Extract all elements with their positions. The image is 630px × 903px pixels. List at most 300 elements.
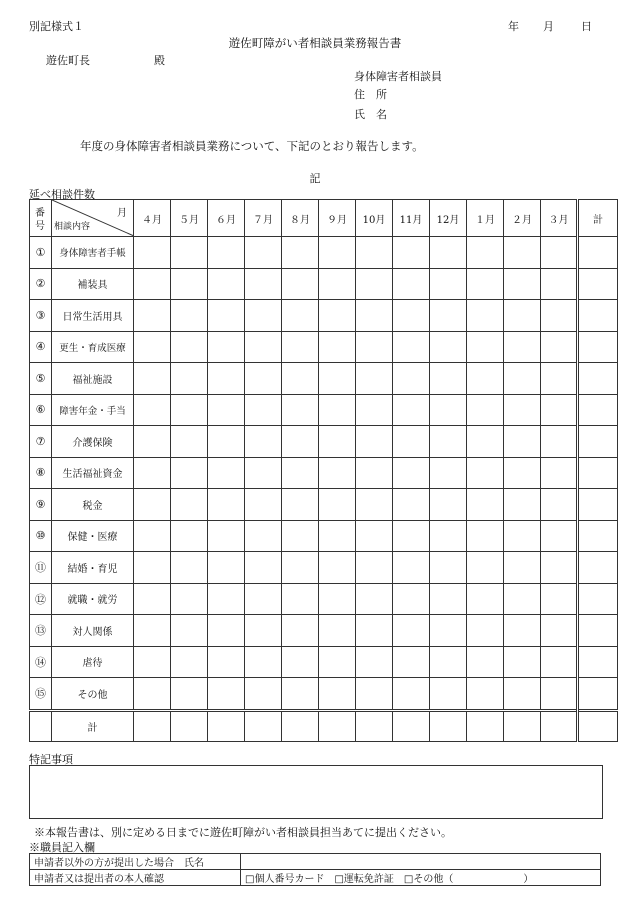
row-sum-cell[interactable]: [578, 457, 618, 489]
count-cell[interactable]: [208, 426, 245, 458]
count-cell[interactable]: [541, 268, 578, 300]
count-cell[interactable]: [356, 678, 393, 711]
table-row: [30, 363, 618, 395]
row-category: 障害年金・手当: [52, 394, 134, 426]
count-cell[interactable]: [208, 489, 245, 521]
number-header: [30, 200, 52, 237]
count-cell[interactable]: [208, 363, 245, 395]
row-sum-cell[interactable]: [578, 331, 618, 363]
count-cell[interactable]: [134, 489, 171, 521]
count-cell[interactable]: [430, 552, 467, 584]
total-cell[interactable]: [134, 710, 171, 741]
reporter-name-label: 氏 名: [354, 108, 387, 121]
count-cell[interactable]: [467, 268, 504, 300]
count-cell[interactable]: [467, 457, 504, 489]
count-cell[interactable]: [393, 583, 430, 615]
count-cell[interactable]: [393, 331, 430, 363]
total-cell[interactable]: [319, 710, 356, 741]
count-cell[interactable]: [430, 394, 467, 426]
count-cell[interactable]: [393, 394, 430, 426]
count-cell[interactable]: [393, 552, 430, 584]
count-cell[interactable]: [171, 237, 208, 269]
count-cell[interactable]: [134, 552, 171, 584]
total-cell[interactable]: [467, 710, 504, 741]
count-cell[interactable]: [356, 489, 393, 521]
count-cell[interactable]: [504, 394, 541, 426]
count-cell[interactable]: [282, 363, 319, 395]
count-cell[interactable]: [282, 300, 319, 332]
count-cell[interactable]: [282, 552, 319, 584]
count-cell[interactable]: [134, 646, 171, 678]
count-cell[interactable]: [134, 300, 171, 332]
total-cell[interactable]: [208, 710, 245, 741]
count-cell[interactable]: [171, 552, 208, 584]
submit-note: ※本報告書は、別に定める日までに遊佐町障がい者相談員担当あてに提出ください。: [34, 826, 452, 839]
count-cell[interactable]: [541, 489, 578, 521]
total-cell[interactable]: [393, 710, 430, 741]
table-row: [30, 489, 618, 521]
count-cell[interactable]: [504, 615, 541, 647]
count-cell[interactable]: [467, 426, 504, 458]
count-cell[interactable]: [245, 426, 282, 458]
row-number: ⑦: [30, 426, 52, 458]
month-header: ５月: [171, 200, 208, 237]
count-cell[interactable]: [319, 237, 356, 269]
total-cell[interactable]: [356, 710, 393, 741]
count-cell[interactable]: [245, 678, 282, 711]
count-cell[interactable]: [171, 646, 208, 678]
count-cell[interactable]: [393, 237, 430, 269]
table-row: [30, 552, 618, 584]
count-cell[interactable]: [356, 268, 393, 300]
row-number: ⑧: [30, 457, 52, 489]
count-cell[interactable]: [356, 331, 393, 363]
row-sum-cell[interactable]: [578, 489, 618, 521]
month-header: 11月: [393, 200, 430, 237]
count-cell[interactable]: [541, 678, 578, 711]
table-row: [30, 457, 618, 489]
row-sum-cell[interactable]: [578, 237, 618, 269]
count-cell[interactable]: [430, 237, 467, 269]
count-cell[interactable]: [393, 678, 430, 711]
count-cell[interactable]: [319, 489, 356, 521]
table-row: [30, 615, 618, 647]
count-cell[interactable]: [282, 520, 319, 552]
count-cell[interactable]: [208, 331, 245, 363]
count-cell[interactable]: [541, 583, 578, 615]
count-cell[interactable]: [245, 646, 282, 678]
count-cell[interactable]: [430, 268, 467, 300]
count-cell[interactable]: [541, 552, 578, 584]
count-cell[interactable]: [504, 331, 541, 363]
month-header: ２月: [504, 200, 541, 237]
count-cell[interactable]: [208, 237, 245, 269]
row-number: ②: [30, 268, 52, 300]
count-cell[interactable]: [319, 394, 356, 426]
count-cell[interactable]: [541, 615, 578, 647]
count-cell[interactable]: [319, 552, 356, 584]
document-title: 遊佐町障がい者相談員業務報告書: [228, 36, 402, 50]
table-row: [30, 426, 618, 458]
row-number: ③: [30, 300, 52, 332]
count-cell[interactable]: [245, 489, 282, 521]
count-cell[interactable]: [319, 678, 356, 711]
count-cell[interactable]: [356, 237, 393, 269]
count-cell[interactable]: [245, 520, 282, 552]
count-cell[interactable]: [467, 300, 504, 332]
remarks-label: 特記事項: [29, 753, 73, 766]
month-header: 10月: [356, 200, 393, 237]
month-header: ７月: [245, 200, 282, 237]
row-sum-cell[interactable]: [578, 268, 618, 300]
count-cell[interactable]: [245, 331, 282, 363]
row-number: ⑩: [30, 520, 52, 552]
month-header: ９月: [319, 200, 356, 237]
table-row: [30, 520, 618, 552]
count-cell[interactable]: [171, 457, 208, 489]
row-sum-cell[interactable]: [578, 615, 618, 647]
row-number: ⑤: [30, 363, 52, 395]
row-category: 更生・育成医療: [52, 331, 134, 363]
table-row: [30, 237, 618, 269]
count-cell[interactable]: [319, 646, 356, 678]
count-cell[interactable]: [171, 426, 208, 458]
count-cell[interactable]: [541, 237, 578, 269]
count-cell[interactable]: [541, 331, 578, 363]
diagonal-header: [52, 200, 134, 237]
count-cell[interactable]: [430, 646, 467, 678]
count-cell[interactable]: [430, 300, 467, 332]
staff-section-label: ※職員記入欄: [29, 841, 95, 854]
row-category: 介護保険: [52, 426, 134, 458]
count-cell[interactable]: [467, 331, 504, 363]
count-cell[interactable]: [393, 457, 430, 489]
count-cell[interactable]: [282, 583, 319, 615]
count-cell[interactable]: [356, 426, 393, 458]
count-cell[interactable]: [467, 394, 504, 426]
count-cell[interactable]: [356, 552, 393, 584]
count-cell[interactable]: [504, 552, 541, 584]
month-axis-label: 月: [117, 208, 127, 219]
total-row-number: [30, 710, 52, 741]
count-cell[interactable]: [245, 583, 282, 615]
row-number: ⑪: [30, 552, 52, 584]
body-text: 年度の身体障害者相談員業務について、下記のとおり報告します。: [80, 139, 424, 153]
count-cell[interactable]: [282, 426, 319, 458]
count-cell[interactable]: [319, 426, 356, 458]
count-cell[interactable]: [134, 363, 171, 395]
count-cell[interactable]: [208, 583, 245, 615]
count-cell[interactable]: [171, 331, 208, 363]
count-cell[interactable]: [430, 520, 467, 552]
count-cell[interactable]: [430, 489, 467, 521]
row-category: 生活福祉資金: [52, 457, 134, 489]
reporter-address-label: 住 所: [354, 88, 387, 101]
count-cell[interactable]: [245, 237, 282, 269]
count-cell[interactable]: [134, 615, 171, 647]
staff-row-label: 申請者又は提出者の本人確認: [30, 870, 241, 886]
count-cell[interactable]: [430, 426, 467, 458]
count-cell[interactable]: [208, 300, 245, 332]
count-cell[interactable]: [504, 489, 541, 521]
table-row: [30, 678, 618, 711]
month-header: ４月: [134, 200, 171, 237]
count-cell[interactable]: [393, 615, 430, 647]
count-cell[interactable]: [245, 552, 282, 584]
count-cell[interactable]: [245, 394, 282, 426]
number-header-top: 番: [35, 208, 45, 219]
grand-total-cell[interactable]: [578, 710, 618, 741]
count-cell[interactable]: [467, 552, 504, 584]
total-cell[interactable]: [282, 710, 319, 741]
table-header-row: [30, 200, 618, 237]
count-cell[interactable]: [541, 394, 578, 426]
row-sum-cell[interactable]: [578, 552, 618, 584]
row-sum-cell[interactable]: [578, 678, 618, 711]
count-cell[interactable]: [171, 678, 208, 711]
row-sum-cell[interactable]: [578, 520, 618, 552]
row-category: 対人関係: [52, 615, 134, 647]
count-cell[interactable]: [282, 394, 319, 426]
count-cell[interactable]: [134, 237, 171, 269]
ki-label: 記: [309, 172, 321, 185]
count-cell[interactable]: [467, 363, 504, 395]
month-header: 12月: [430, 200, 467, 237]
total-label: 計: [52, 710, 134, 741]
count-cell[interactable]: [134, 268, 171, 300]
row-sum-cell[interactable]: [578, 583, 618, 615]
count-cell[interactable]: [319, 331, 356, 363]
count-cell[interactable]: [504, 237, 541, 269]
count-cell[interactable]: [319, 300, 356, 332]
count-cell[interactable]: [134, 426, 171, 458]
count-cell[interactable]: [282, 615, 319, 647]
staff-row: [30, 870, 601, 886]
count-cell[interactable]: [245, 457, 282, 489]
count-cell[interactable]: [319, 268, 356, 300]
count-cell[interactable]: [134, 678, 171, 711]
count-cell[interactable]: [171, 363, 208, 395]
count-cell[interactable]: [245, 268, 282, 300]
count-cell[interactable]: [134, 394, 171, 426]
row-category: 補装具: [52, 268, 134, 300]
month-header: １月: [467, 200, 504, 237]
count-cell[interactable]: [282, 457, 319, 489]
table-row: [30, 646, 618, 678]
row-sum-cell[interactable]: [578, 394, 618, 426]
count-cell[interactable]: [541, 520, 578, 552]
row-category: 就職・就労: [52, 583, 134, 615]
row-category: 結婚・育児: [52, 552, 134, 584]
count-cell[interactable]: [467, 583, 504, 615]
row-number: ⑨: [30, 489, 52, 521]
date-day-label: 日: [581, 20, 592, 33]
row-category: 福祉施設: [52, 363, 134, 395]
count-cell[interactable]: [319, 583, 356, 615]
count-cell[interactable]: [504, 646, 541, 678]
count-cell[interactable]: [134, 583, 171, 615]
count-cell[interactable]: [430, 331, 467, 363]
count-cell[interactable]: [171, 394, 208, 426]
count-cell[interactable]: [208, 552, 245, 584]
count-cell[interactable]: [356, 520, 393, 552]
row-sum-cell[interactable]: [578, 646, 618, 678]
consultation-count-table: [29, 199, 618, 742]
row-number: ⑭: [30, 646, 52, 678]
count-cell[interactable]: [171, 615, 208, 647]
count-cell[interactable]: [319, 363, 356, 395]
total-cell[interactable]: [245, 710, 282, 741]
count-cell[interactable]: [393, 520, 430, 552]
row-category: 保健・医療: [52, 520, 134, 552]
count-cell[interactable]: [282, 331, 319, 363]
count-cell[interactable]: [134, 457, 171, 489]
addressee: 遊佐町長: [46, 54, 90, 67]
count-cell[interactable]: [245, 363, 282, 395]
count-cell[interactable]: [245, 615, 282, 647]
total-cell[interactable]: [430, 710, 467, 741]
row-category: その他: [52, 678, 134, 711]
row-category: 虐待: [52, 646, 134, 678]
row-category: 身体障害者手帳: [52, 237, 134, 269]
count-cell[interactable]: [208, 457, 245, 489]
count-table-caption: 延べ相談件数: [29, 188, 95, 201]
table-row: [30, 583, 618, 615]
count-cell[interactable]: [171, 489, 208, 521]
count-cell[interactable]: [393, 363, 430, 395]
count-cell[interactable]: [171, 300, 208, 332]
date-year-label: 年: [508, 20, 519, 33]
month-header: ６月: [208, 200, 245, 237]
count-cell[interactable]: [356, 615, 393, 647]
count-cell[interactable]: [171, 268, 208, 300]
count-cell[interactable]: [319, 615, 356, 647]
count-cell[interactable]: [430, 678, 467, 711]
count-cell[interactable]: [208, 678, 245, 711]
count-cell[interactable]: [208, 646, 245, 678]
count-cell[interactable]: [282, 678, 319, 711]
count-cell[interactable]: [208, 268, 245, 300]
count-cell[interactable]: [541, 426, 578, 458]
number-header-bottom: 号: [35, 221, 45, 232]
row-category: 日常生活用具: [52, 300, 134, 332]
count-cell[interactable]: [319, 520, 356, 552]
count-cell[interactable]: [504, 268, 541, 300]
count-cell[interactable]: [467, 489, 504, 521]
count-cell[interactable]: [467, 678, 504, 711]
count-cell[interactable]: [504, 520, 541, 552]
count-cell[interactable]: [319, 457, 356, 489]
content-axis-label: 相談内容: [54, 222, 91, 232]
row-number: ⑥: [30, 394, 52, 426]
count-cell[interactable]: [171, 520, 208, 552]
count-cell[interactable]: [282, 268, 319, 300]
table-row: [30, 268, 618, 300]
count-cell[interactable]: [541, 646, 578, 678]
count-cell[interactable]: [504, 426, 541, 458]
count-cell[interactable]: [504, 457, 541, 489]
count-cell[interactable]: [504, 583, 541, 615]
total-cell[interactable]: [541, 710, 578, 741]
count-cell[interactable]: [504, 363, 541, 395]
count-cell[interactable]: [504, 300, 541, 332]
row-number: ⑫: [30, 583, 52, 615]
count-cell[interactable]: [467, 520, 504, 552]
reporter-title: 身体障害者相談員: [354, 70, 442, 83]
count-cell[interactable]: [208, 615, 245, 647]
total-cell[interactable]: [504, 710, 541, 741]
count-cell[interactable]: [393, 489, 430, 521]
table-row: [30, 331, 618, 363]
staff-row-value[interactable]: [241, 854, 601, 870]
count-cell[interactable]: [430, 363, 467, 395]
form-label: 別記様式１: [29, 20, 84, 33]
count-cell[interactable]: [282, 646, 319, 678]
count-cell[interactable]: [393, 300, 430, 332]
count-cell[interactable]: [208, 394, 245, 426]
count-cell[interactable]: [541, 363, 578, 395]
staff-row-label: 申請者以外の方が提出した場合 氏名: [30, 854, 241, 870]
total-row: [30, 710, 618, 741]
count-cell[interactable]: [134, 331, 171, 363]
remarks-box[interactable]: [29, 765, 603, 819]
count-cell[interactable]: [282, 489, 319, 521]
count-cell[interactable]: [393, 646, 430, 678]
count-cell[interactable]: [356, 457, 393, 489]
row-category: 税金: [52, 489, 134, 521]
count-cell[interactable]: [541, 457, 578, 489]
sum-header: 計: [578, 200, 618, 237]
count-cell[interactable]: [430, 583, 467, 615]
count-cell[interactable]: [430, 457, 467, 489]
row-number: ⑬: [30, 615, 52, 647]
count-cell[interactable]: [208, 520, 245, 552]
count-cell[interactable]: [356, 583, 393, 615]
row-sum-cell[interactable]: [578, 363, 618, 395]
staff-table: [29, 853, 601, 886]
row-number: ⑮: [30, 678, 52, 711]
count-cell[interactable]: [430, 615, 467, 647]
date-month-label: 月: [543, 20, 554, 33]
count-cell[interactable]: [504, 678, 541, 711]
row-sum-cell[interactable]: [578, 300, 618, 332]
count-cell[interactable]: [134, 520, 171, 552]
count-cell[interactable]: [393, 268, 430, 300]
month-header: ３月: [541, 200, 578, 237]
total-cell[interactable]: [171, 710, 208, 741]
count-cell[interactable]: [467, 646, 504, 678]
month-header: ８月: [282, 200, 319, 237]
staff-row: [30, 854, 601, 870]
addressee-honorific: 殿: [154, 54, 165, 67]
row-sum-cell[interactable]: [578, 426, 618, 458]
count-cell[interactable]: [245, 300, 282, 332]
count-cell[interactable]: [467, 615, 504, 647]
count-cell[interactable]: [356, 363, 393, 395]
table-row: [30, 300, 618, 332]
staff-row-value[interactable]: □個人番号カード □運転免許証 □その他（ ）: [241, 870, 601, 886]
count-cell[interactable]: [282, 237, 319, 269]
row-number: ④: [30, 331, 52, 363]
row-number: ①: [30, 237, 52, 269]
count-cell[interactable]: [356, 394, 393, 426]
count-cell[interactable]: [356, 300, 393, 332]
count-cell[interactable]: [541, 300, 578, 332]
count-cell[interactable]: [467, 237, 504, 269]
count-cell[interactable]: [393, 426, 430, 458]
count-cell[interactable]: [356, 646, 393, 678]
count-cell[interactable]: [171, 583, 208, 615]
